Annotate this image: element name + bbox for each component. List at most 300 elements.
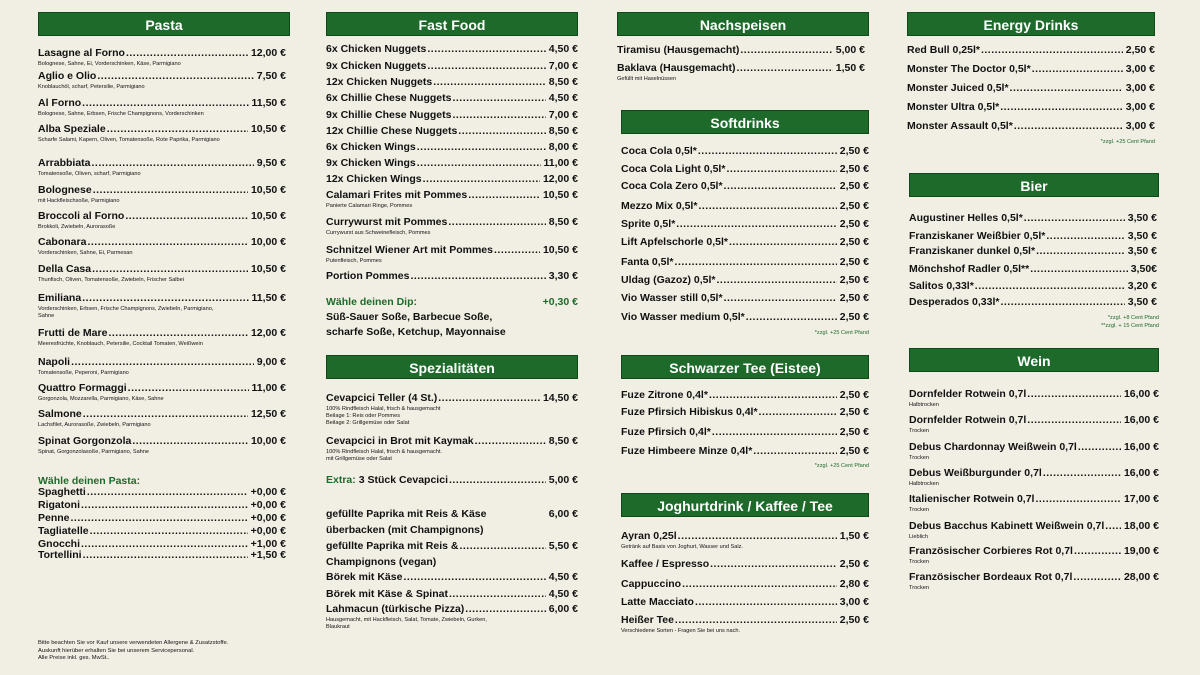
- item-price: 7,50 €: [256, 70, 286, 82]
- item-price: 7,00 €: [548, 60, 578, 72]
- menu-item: [621, 163, 869, 176]
- leader-dots: [753, 445, 837, 458]
- item-desc: Thunfisch, Oliven, Tomatensoße, Zwiebeln, Frischer Salbei: [38, 277, 185, 283]
- leader-dots: [108, 327, 248, 340]
- item-desc: Lieblich: [909, 534, 928, 540]
- leader-dots: [90, 525, 248, 538]
- leader-dots: [676, 218, 837, 231]
- leader-dots: [709, 389, 837, 402]
- item-name: Uldag (Gazoz) 0,5l*: [621, 274, 716, 286]
- item-desc: Bolognese, Sahne, Ei, Vorderschinken, Käse, Parmigiano: [38, 61, 181, 67]
- item-price: 3,50€: [1130, 263, 1157, 275]
- menu-item: [326, 125, 578, 138]
- leader-dots: [736, 62, 832, 75]
- spezial-cevapcici-brot: [326, 435, 578, 463]
- menu-item: [38, 549, 286, 562]
- menu-item: [38, 70, 286, 91]
- item-desc: Scharfe Salami, Kapern, Oliven, Tomatensoße, Rote Paprika, Parmigiano: [38, 137, 220, 143]
- item-desc: Trocken: [909, 428, 929, 434]
- item-name: Currywurst mit Pommes: [326, 216, 448, 228]
- nachspeisen-header: Nachspeisen: [617, 12, 869, 36]
- item-price: 2,50 €: [839, 445, 869, 457]
- menu-item: [909, 467, 1159, 488]
- leader-dots: [1010, 82, 1123, 95]
- item-name: Tiramisu (Hausgemacht): [617, 44, 740, 56]
- leader-dots: [1074, 545, 1121, 558]
- item-name: Fuze Pfirsich 0,4l*: [621, 426, 711, 438]
- menu-item: [621, 578, 869, 591]
- item-price: 16,00 €: [1123, 467, 1159, 479]
- item-price: 8,50 €: [548, 76, 578, 88]
- item-name: 9x Chillie Chese Nuggets: [326, 109, 452, 121]
- item-price: 5,00 €: [548, 474, 578, 486]
- item-name: Aglio e Olio: [38, 70, 97, 82]
- leader-dots: [83, 408, 248, 421]
- item-name: 6x Chicken Nuggets: [326, 43, 427, 55]
- item-desc: Beilage 2: Grillgemüse oder Salat: [326, 420, 410, 426]
- bier-pfand-note-2: **zzgl. + 15 Cent Pfand: [1101, 323, 1159, 329]
- menu-item: [909, 545, 1159, 566]
- leader-dots: [682, 578, 837, 591]
- menu-item: [38, 236, 286, 257]
- dip-price: +0,30 €: [542, 296, 578, 308]
- leader-dots: [87, 236, 248, 249]
- item-name: Mezzo Mix 0,5l*: [621, 200, 698, 212]
- leader-dots: [494, 244, 540, 257]
- item-name: gefüllte Paprika mit Reis &: [326, 540, 459, 552]
- menu-item: [326, 43, 578, 56]
- item-name: 3 Stück Cevapcici: [358, 474, 448, 486]
- item-name: Latte Macciato: [621, 596, 694, 608]
- menu-item: [38, 408, 286, 429]
- item-name: Börek mit Käse & Spinat: [326, 588, 448, 600]
- item-name: Kaffee / Espresso: [621, 558, 710, 570]
- menu-item: [907, 120, 1155, 133]
- item-desc: Knoblauchöl, scharf, Petersilie, Parmigiano: [38, 84, 145, 90]
- leader-dots: [975, 280, 1125, 293]
- item-price: 9,00 €: [256, 356, 286, 368]
- menu-item: [326, 109, 578, 122]
- leader-dots: [452, 92, 545, 105]
- item-price: 3,50 €: [1127, 230, 1157, 242]
- menu-item: [621, 256, 869, 269]
- item-name: Debus Weißburgunder 0,7l: [909, 467, 1042, 479]
- item-price: 3,50 €: [1127, 212, 1157, 224]
- item-price: 2,50 €: [839, 145, 869, 157]
- item-name: Monster The Doctor 0,5l*: [907, 63, 1031, 75]
- leader-dots: [417, 157, 541, 170]
- item-price: 3,20 €: [1127, 280, 1157, 292]
- spezial-cevapcici-teller: [326, 392, 578, 427]
- item-price: 2,50 €: [839, 614, 869, 626]
- item-price: 10,50 €: [250, 210, 286, 222]
- leader-dots: [698, 200, 836, 213]
- pasta-header: Pasta: [38, 12, 290, 36]
- leader-dots: [458, 125, 546, 138]
- leader-dots: [97, 70, 253, 83]
- leader-dots: [93, 184, 248, 197]
- spezial-extra: [326, 474, 578, 487]
- item-name: Lasagne al Forno: [38, 47, 125, 59]
- leader-dots: [87, 486, 248, 499]
- item-price: 2,50 €: [839, 311, 869, 323]
- leader-dots: [1046, 230, 1124, 243]
- item-name: Monster Juiced 0,5l*: [907, 82, 1009, 94]
- item-price: 7,00 €: [548, 109, 578, 121]
- leader-dots: [1073, 571, 1121, 584]
- item-name: Heißer Tee: [621, 614, 674, 626]
- spezial-boerek-spinat: [326, 588, 578, 601]
- leader-dots: [468, 189, 540, 202]
- item-price: 8,50 €: [548, 435, 578, 447]
- leader-dots: [417, 141, 546, 154]
- leader-dots: [1036, 245, 1125, 258]
- fastfood-header: Fast Food: [326, 12, 578, 36]
- item-name: Vio Wasser medium 0,5l*: [621, 311, 745, 323]
- menu-item: [38, 210, 286, 231]
- leader-dots: [427, 60, 545, 73]
- menu-item: [909, 245, 1157, 258]
- leader-dots: [1000, 101, 1123, 114]
- item-price: 5,50 €: [548, 540, 578, 552]
- item-name: Rigatoni: [38, 499, 80, 511]
- item-price: +0,00 €: [250, 512, 286, 524]
- item-price: 9,50 €: [256, 157, 286, 169]
- leader-dots: [125, 210, 248, 223]
- item-name: Dornfelder Rotwein 0,7l: [909, 388, 1027, 400]
- item-price: 2,50 €: [839, 274, 869, 286]
- item-price: 2,50 €: [839, 180, 869, 192]
- item-desc: Bolognese, Sahne, Erbsen, Frische Champignons, Vorderschinken: [38, 111, 204, 117]
- item-price: 2,50 €: [839, 389, 869, 401]
- item-price: 4,50 €: [548, 588, 578, 600]
- item-price: 2,50 €: [839, 292, 869, 304]
- item-name: Mönchshof Radler 0,5l**: [909, 263, 1030, 275]
- menu-item: [909, 493, 1159, 514]
- leader-dots: [71, 512, 248, 525]
- menu-item: [38, 486, 286, 499]
- menu-item: [38, 184, 286, 205]
- item-name: Calamari Frites mit Pommes: [326, 189, 468, 201]
- item-desc: mit Hackfleischsoße, Parmigiano: [38, 198, 120, 204]
- menu-item: [621, 558, 869, 571]
- menu-item: [38, 435, 286, 456]
- item-price: 28,00 €: [1123, 571, 1159, 583]
- item-desc: Getränk auf Basis von Joghurt, Wasser und Salz.: [621, 544, 743, 550]
- item-name: 6x Chicken Wings: [326, 141, 416, 153]
- menu-item: [326, 270, 578, 283]
- menu-item: [907, 44, 1155, 57]
- item-name: 12x Chicken Wings: [326, 173, 422, 185]
- item-name: Dornfelder Rotwein 0,7l: [909, 414, 1027, 426]
- item-desc: Blaukraut: [326, 624, 350, 630]
- menu-item: [38, 47, 286, 68]
- item-price: 4,50 €: [548, 43, 578, 55]
- item-price: 4,50 €: [548, 92, 578, 104]
- leader-dots: [126, 47, 248, 60]
- leader-dots: [448, 216, 545, 229]
- item-name: Ayran 0,25l: [621, 530, 677, 542]
- leader-dots: [724, 292, 837, 305]
- item-name: Sprite 0,5l*: [621, 218, 676, 230]
- item-price: 11,50 €: [251, 97, 286, 109]
- item-price: 4,50 €: [548, 571, 578, 583]
- item-price: 16,00 €: [1123, 441, 1159, 453]
- item-name: Lift Apfelschorle 0,5l*: [621, 236, 728, 248]
- item-price: 2,50 €: [839, 406, 869, 418]
- footer-line: Bitte beachten Sie vor Kauf unsere verwendeten Allergene & Zusatzstoffe.: [38, 640, 229, 646]
- item-desc: Brokkoli, Zwiebeln, Aurorasoße: [38, 224, 116, 230]
- item-name: Cevapcici Teller (4 St.): [326, 392, 438, 404]
- item-name: Franziskaner Weißbier 0,5l*: [909, 230, 1046, 242]
- item-price: 18,00 €: [1123, 520, 1159, 532]
- spezial-lahmacun: [326, 603, 578, 631]
- item-price: 6,00 €: [548, 508, 578, 520]
- item-desc: Trocken: [909, 455, 929, 461]
- menu-item: [38, 356, 286, 377]
- item-name: Debus Chardonnay Weißwein 0,7l: [909, 441, 1077, 453]
- leader-dots: [1024, 212, 1125, 225]
- menu-item: [38, 157, 286, 178]
- pasta-choose-label: Wähle deinen Pasta:: [38, 475, 141, 487]
- energy-pfand-note: *zzgl. +25 Cent Pfand: [1100, 139, 1155, 145]
- leader-dots: [726, 163, 836, 176]
- leader-dots: [1027, 414, 1121, 427]
- leader-dots: [746, 311, 837, 324]
- menu-item: [621, 389, 869, 402]
- item-desc: 100% Rindfleisch Halal, frisch & hausgemacht: [326, 406, 441, 412]
- leader-dots: [92, 157, 254, 170]
- item-name: 12x Chicken Nuggets: [326, 76, 433, 88]
- item-name: Gnocchi: [38, 538, 81, 550]
- item-name: 12x Chillie Chese Nuggets: [326, 125, 458, 137]
- item-name: Salitos 0,33l*: [909, 280, 974, 292]
- item-price: 3,50 €: [1127, 296, 1157, 308]
- item-name: Baklava (Hausgemacht): [617, 62, 736, 74]
- dip-row: [326, 296, 578, 309]
- menu-item: [621, 180, 869, 193]
- item-price: 6,00 €: [548, 603, 578, 615]
- item-desc: Gorgonzola, Mozzarella, Parmigiano, Käse, Sahne: [38, 396, 164, 402]
- item-name: Penne: [38, 512, 70, 524]
- item-name: Fanta 0,5l*: [621, 256, 674, 268]
- menu-item: [38, 123, 286, 144]
- item-price: 10,50 €: [542, 244, 578, 256]
- menu-item: [326, 189, 578, 210]
- item-name: Coca Cola 0,5l*: [621, 145, 697, 157]
- item-desc: Currywurst aus Schweinefleisch, Pommes: [326, 230, 431, 236]
- item-name: Alba Speziale: [38, 123, 106, 135]
- leader-dots: [724, 180, 837, 193]
- extra-label: Extra:: [326, 474, 356, 486]
- dip-options-1: Süß-Sauer Soße, Barbecue Soße,: [326, 311, 493, 323]
- item-price: 3,00 €: [1125, 101, 1155, 113]
- menu-item: [621, 530, 869, 551]
- item-name: 9x Chicken Nuggets: [326, 60, 427, 72]
- menu-item: [621, 445, 869, 458]
- item-name-cont: überbacken (mit Champignons): [326, 524, 484, 536]
- menu-item: [909, 571, 1159, 592]
- item-name: Fuze Pfirsich Hibiskus 0,4l*: [621, 406, 758, 418]
- item-price: 2,50 €: [839, 236, 869, 248]
- item-price: 19,00 €: [1123, 545, 1159, 557]
- leader-dots: [740, 44, 832, 57]
- leader-dots: [83, 549, 248, 562]
- item-price: +0,00 €: [250, 499, 286, 511]
- item-price: 12,00 €: [250, 327, 286, 339]
- menu-item: [621, 292, 869, 305]
- leader-dots: [710, 558, 837, 571]
- item-desc: Putenfleisch, Pommes: [326, 258, 382, 264]
- item-price: 10,50 €: [250, 123, 286, 135]
- spezial-paprika-kaese: [326, 508, 578, 537]
- item-name: Debus Bacchus Kabinett Weißwein 0,7l: [909, 520, 1105, 532]
- item-desc: Beilage 1: Reis oder Pommes: [326, 413, 400, 419]
- menu-item: [909, 263, 1157, 276]
- item-desc: Lachsfilet, Aurorasoße, Zwiebeln, Parmigiano: [38, 422, 151, 428]
- bier-pfand-note-1: *zzgl. +8 Cent Pfand: [1107, 315, 1159, 321]
- leader-dots: [695, 596, 837, 609]
- menu-item: [38, 499, 286, 512]
- menu-item: [38, 97, 286, 118]
- item-desc: mit Grillgemüse oder Salat: [326, 456, 392, 462]
- menu-item: [909, 520, 1159, 541]
- leader-dots: [433, 76, 546, 89]
- item-name: Della Casa: [38, 263, 92, 275]
- item-desc: Hausgemacht, mit Hackfleisch, Salat, Tomate, Zwiebeln, Gurken,: [326, 617, 487, 623]
- menu-item: [907, 101, 1155, 114]
- item-desc: Halbtrocken: [909, 402, 939, 408]
- menu-item: [38, 263, 286, 284]
- item-name: Französischer Bordeaux Rot 0,7l: [909, 571, 1073, 583]
- item-price: 2,50 €: [1125, 44, 1155, 56]
- item-price: 12,00 €: [542, 173, 578, 185]
- leader-dots: [759, 406, 837, 419]
- item-price: 10,50 €: [250, 184, 286, 196]
- item-desc: Meeresfrüchte, Knoblauch, Petersilie, Cocktail Tomaten, Weißwein: [38, 341, 203, 347]
- menu-item: [38, 512, 286, 525]
- item-name: Schnitzel Wiener Art mit Pommes: [326, 244, 493, 256]
- menu-item: [326, 76, 578, 89]
- menu-item: [621, 311, 869, 324]
- menu-item: [326, 60, 578, 73]
- item-name: Fuze Himbeere Minze 0,4l*: [621, 445, 753, 457]
- footer-line: Alle Preise inkl. ges. MwSt..: [38, 655, 110, 661]
- leader-dots: [717, 274, 837, 287]
- menu-item: [621, 274, 869, 287]
- item-price: 5,00 €: [835, 44, 865, 56]
- item-price: 10,50 €: [250, 263, 286, 275]
- leader-dots: [1030, 263, 1128, 276]
- leader-dots: [1014, 120, 1123, 133]
- menu-item: [326, 92, 578, 105]
- item-name: Tortellini: [38, 549, 82, 561]
- leader-dots: [675, 256, 837, 269]
- item-price: 11,00 €: [543, 157, 578, 169]
- item-desc: Tomatensoße, Peperoni, Parmigiano: [38, 370, 129, 376]
- item-name: Monster Ultra 0,5l*: [907, 101, 1000, 113]
- item-name: Al Forno: [38, 97, 82, 109]
- item-name: Tagliatelle: [38, 525, 89, 537]
- item-desc: Halbtrocken: [909, 481, 939, 487]
- item-name: Red Bull 0,25l*: [907, 44, 980, 56]
- item-price: +0,00 €: [250, 525, 286, 537]
- item-name: 6x Chillie Chese Nuggets: [326, 92, 452, 104]
- item-desc: Tomatensoße, Oliven, scharf, Parmigiano: [38, 171, 141, 177]
- bier-header: Bier: [909, 173, 1159, 197]
- item-desc: Spinat, Gorgonzolasoße, Parmigiano, Sahne: [38, 449, 150, 455]
- item-price: 8,00 €: [548, 141, 578, 153]
- item-price: 2,50 €: [839, 200, 869, 212]
- menu-item: [326, 157, 578, 170]
- softdrinks-header: Softdrinks: [621, 110, 869, 134]
- item-name: Lahmacun (türkische Pizza): [326, 603, 465, 615]
- item-desc: Panierte Calamari Ringe, Pommes: [326, 203, 413, 209]
- item-name: Salmone: [38, 408, 82, 420]
- dip-label: Wähle deinen Dip:: [326, 296, 418, 308]
- leader-dots: [1078, 441, 1121, 454]
- item-name: 9x Chicken Wings: [326, 157, 416, 169]
- item-price: 2,50 €: [839, 426, 869, 438]
- item-price: 12,00 €: [250, 47, 286, 59]
- item-price: 10,00 €: [250, 236, 286, 248]
- item-name-cont: Champignons (vegan): [326, 556, 437, 568]
- item-name: gefüllte Paprika mit Reis & Käse: [326, 508, 487, 520]
- menu-item: [909, 441, 1159, 462]
- item-price: 12,50 €: [250, 408, 286, 420]
- item-price: 2,50 €: [839, 256, 869, 268]
- item-price: +1,00 €: [250, 538, 286, 550]
- item-name: Italienischer Rotwein 0,7l: [909, 493, 1035, 505]
- leader-dots: [423, 173, 540, 186]
- menu-item: [909, 280, 1157, 293]
- leader-dots: [675, 614, 837, 627]
- item-name: Cevapcici in Brot mit Kaymak: [326, 435, 474, 447]
- pasta-footer: [38, 640, 228, 663]
- item-desc: Gefüllt mit Haselnüssen: [617, 76, 677, 82]
- softdrinks-pfand-note: *zzgl. +25 Cent Pfand: [814, 330, 869, 336]
- menu-item: [621, 426, 869, 439]
- item-price: 3,00 €: [1125, 120, 1155, 132]
- menu-item: [38, 525, 286, 538]
- item-price: 10,00 €: [250, 435, 286, 447]
- leader-dots: [427, 43, 545, 56]
- leader-dots: [1105, 520, 1121, 533]
- spezial-boerek-kaese: [326, 571, 578, 584]
- item-name: Cabonara: [38, 236, 87, 248]
- menu-item: [621, 614, 869, 635]
- leader-dots: [128, 382, 249, 395]
- menu-item: [326, 141, 578, 154]
- leader-dots: [698, 145, 837, 158]
- item-name: Frutti de Mare: [38, 327, 108, 339]
- menu-item: [326, 216, 578, 237]
- item-price: 1,50 €: [835, 62, 865, 74]
- item-name: Coca Cola Light 0,5l*: [621, 163, 726, 175]
- dip-options-2: scharfe Soße, Ketchup, Mayonnaise: [326, 326, 506, 338]
- menu-item: [617, 44, 865, 57]
- item-price: 1,50 €: [839, 530, 869, 542]
- leader-dots: [410, 270, 545, 283]
- item-price: 8,50 €: [548, 125, 578, 137]
- item-desc: 100% Rindfleisch Halal, frisch & hausgemacht.: [326, 449, 442, 455]
- menu-item: [621, 236, 869, 249]
- item-name: Arrabbiata: [38, 157, 91, 169]
- item-desc: Vorderschinken, Sahne, Ei, Parmesan: [38, 250, 133, 256]
- leader-dots: [71, 356, 254, 369]
- item-price: +0,00 €: [250, 486, 286, 498]
- menu-item: [617, 62, 865, 83]
